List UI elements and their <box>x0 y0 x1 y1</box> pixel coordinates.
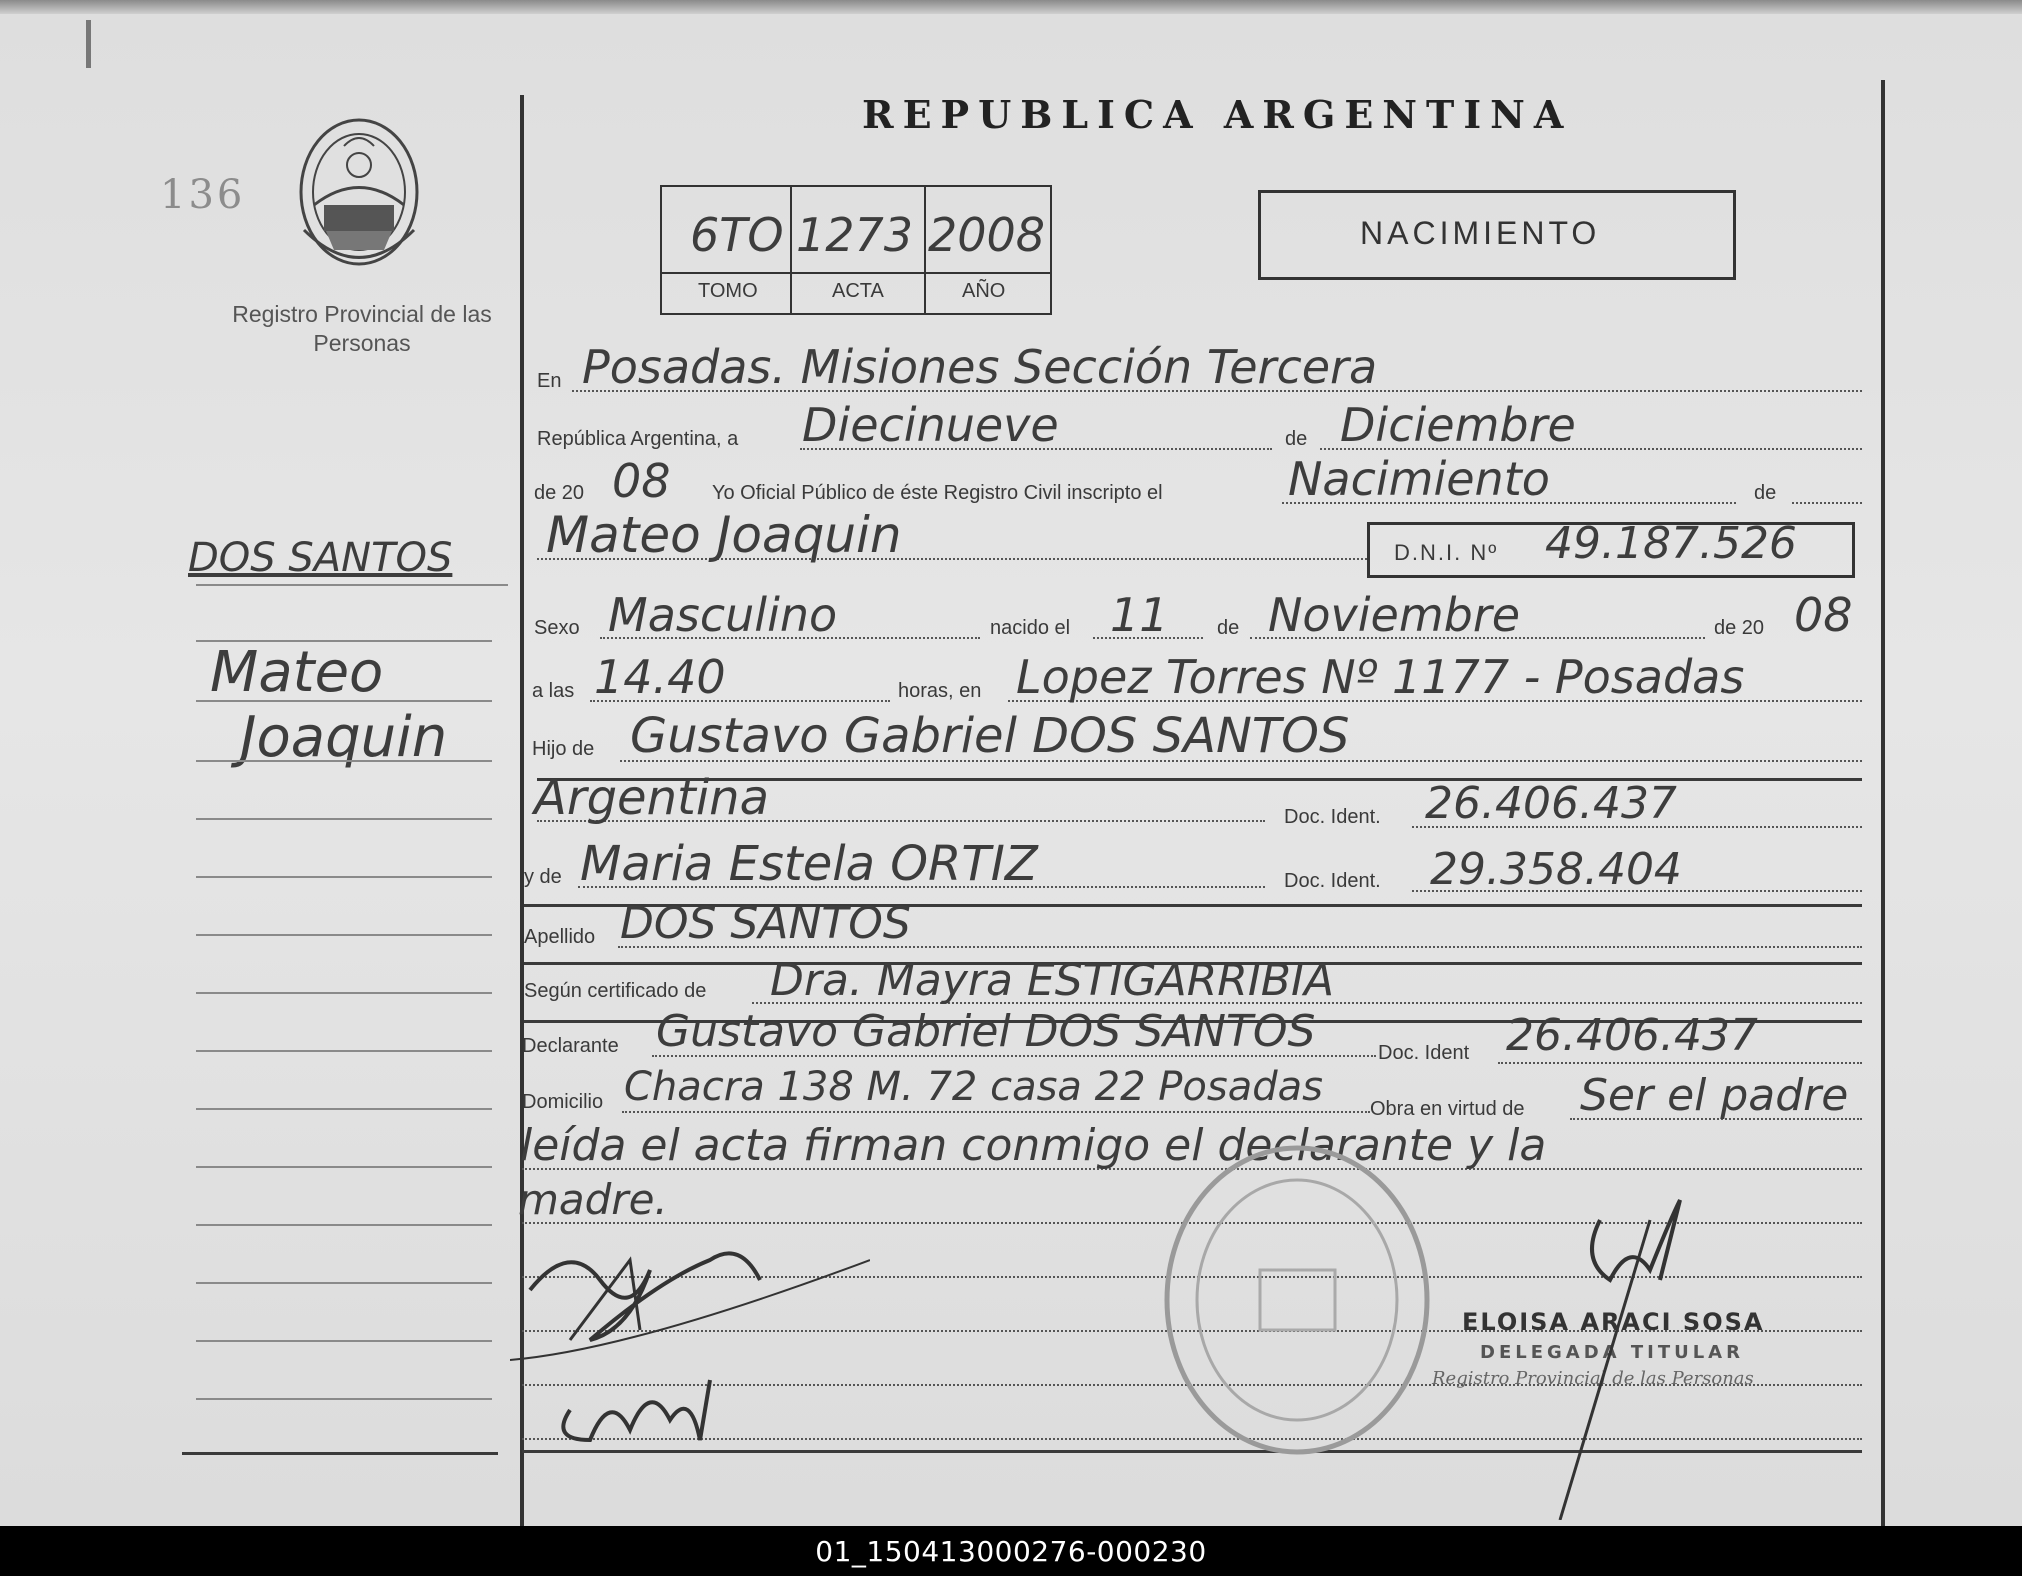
margin-rule-line <box>196 1166 492 1168</box>
tomo-value: 6TO <box>690 208 784 262</box>
file-id: 01_150413000276-000230 <box>815 1534 1207 1568</box>
nacido-day: 11 <box>1110 588 1169 642</box>
padre-value: Gustavo Gabriel DOS SANTOS <box>630 708 1350 764</box>
republica-label: República Argentina, a <box>537 428 739 450</box>
margin-rule-line <box>196 1282 492 1284</box>
nacido-month: Noviembre <box>1268 588 1521 642</box>
country-title: REPUBLICA ARGENTINA <box>862 92 1573 137</box>
nacido-year: 08 <box>1794 588 1853 642</box>
sexo-value: Masculino <box>608 588 838 642</box>
file-id-bar <box>0 1526 2022 1576</box>
lugar-value: Lopez Torres Nº 1177 - Posadas <box>1016 650 1745 704</box>
declarante-doc: 26.406.437 <box>1506 1010 1758 1061</box>
declarante-doc-label: Doc. Ident <box>1378 1042 1470 1064</box>
scan-top-edge <box>0 0 2022 14</box>
margin-rule-line <box>196 934 492 936</box>
horas-label: horas, en <box>898 680 982 702</box>
margin-rule-line <box>196 992 492 994</box>
signature-madre <box>530 1350 770 1460</box>
margin-rule-line <box>196 818 492 820</box>
signature-official <box>1540 1160 1700 1520</box>
margin-rule-line <box>196 760 492 762</box>
margin-rule-line <box>196 1224 492 1226</box>
year-value: 08 <box>612 454 671 508</box>
hora-value: 14.40 <box>594 650 726 704</box>
yde-label: y de <box>524 866 562 888</box>
margin-given-name-2: Joaquin <box>240 705 448 770</box>
madre-doc-label: Doc. Ident. <box>1284 870 1381 892</box>
domicilio-label: Domicilio <box>522 1091 604 1113</box>
margin-rule-line <box>196 1340 492 1342</box>
registry-name: Registro Provincial de las Personas <box>232 301 492 356</box>
margin-surname: DOS SANTOS <box>188 535 453 581</box>
de-label-3: de <box>1217 617 1240 639</box>
madre-value: Maria Estela ORTIZ <box>580 836 1038 892</box>
observation-line-1: leída el acta firman conmigo el declarante y la <box>520 1120 1547 1171</box>
declarante-label: Declarante <box>522 1035 619 1057</box>
madre-doc: 29.358.404 <box>1430 844 1682 895</box>
de20-label: de 20 <box>1714 617 1765 639</box>
document-type-label: NACIMIENTO <box>1360 215 1601 251</box>
page-number: 136 <box>160 172 246 218</box>
obra-label: Obra en virtud de <box>1370 1098 1525 1120</box>
alas-label: a las <box>532 680 575 702</box>
declarante-value: Gustavo Gabriel DOS SANTOS <box>656 1006 1316 1057</box>
apellido-label: Apellido <box>524 926 596 948</box>
anio-value: 2008 <box>928 208 1046 262</box>
dni-label: D.N.I. Nº <box>1394 540 1499 565</box>
segun-label: Según certificado de <box>524 980 707 1002</box>
observation-line-2: madre. <box>518 1175 668 1224</box>
padre-nacionalidad: Argentina <box>534 770 769 826</box>
official-name: ELOISA ARACI SOSA <box>1462 1308 1765 1336</box>
acta-label: ACTA <box>832 280 884 302</box>
official-stamp <box>1160 1140 1435 1460</box>
official-institution: Registro Provincial de las Personas <box>1432 1368 1754 1389</box>
tomo-label: TOMO <box>698 280 758 302</box>
margin-rule-line <box>196 1398 492 1400</box>
anio-label: AÑO <box>962 280 1006 302</box>
padre-doc-label: Doc. Ident. <box>1284 806 1381 828</box>
corner-mark <box>86 20 91 68</box>
coat-of-arms-seal <box>284 110 434 275</box>
month-value: Diciembre <box>1340 398 1576 452</box>
apellido-value: DOS SANTOS <box>620 898 911 949</box>
en-label: En <box>537 370 562 392</box>
inscripto-value: Nacimiento <box>1288 452 1550 506</box>
nacido-label: nacido el <box>990 617 1071 639</box>
hijo-label: Hijo de <box>532 738 595 760</box>
oficial-text: Yo Oficial Público de éste Registro Civil inscripto el <box>712 482 1163 504</box>
day-value: Diecinueve <box>802 398 1059 452</box>
de-label: de <box>1285 428 1308 450</box>
de-label-2: de <box>1754 482 1777 504</box>
dni-value: 49.187.526 <box>1545 518 1797 569</box>
acta-value: 1273 <box>796 208 914 262</box>
domicilio-value: Chacra 138 M. 72 casa 22 Posadas <box>624 1064 1323 1110</box>
margin-rule-line <box>196 1108 492 1110</box>
obra-value: Ser el padre <box>1580 1070 1849 1121</box>
margin-rule-line <box>196 876 492 878</box>
padre-doc: 26.406.437 <box>1425 778 1677 829</box>
year-prefix: de 20 <box>534 482 585 504</box>
sexo-label: Sexo <box>534 617 580 639</box>
right-vertical-rule <box>1881 80 1885 1526</box>
official-title: DELEGADA TITULAR <box>1480 1342 1744 1363</box>
segun-value: Dra. Mayra ESTIGARRIBIA <box>770 955 1335 1006</box>
margin-given-name-1: Mateo <box>210 640 384 705</box>
name-value: Mateo Joaquin <box>546 506 902 564</box>
en-value: Posadas. Misiones Sección Tercera <box>582 340 1378 394</box>
margin-rule-line <box>196 1050 492 1052</box>
